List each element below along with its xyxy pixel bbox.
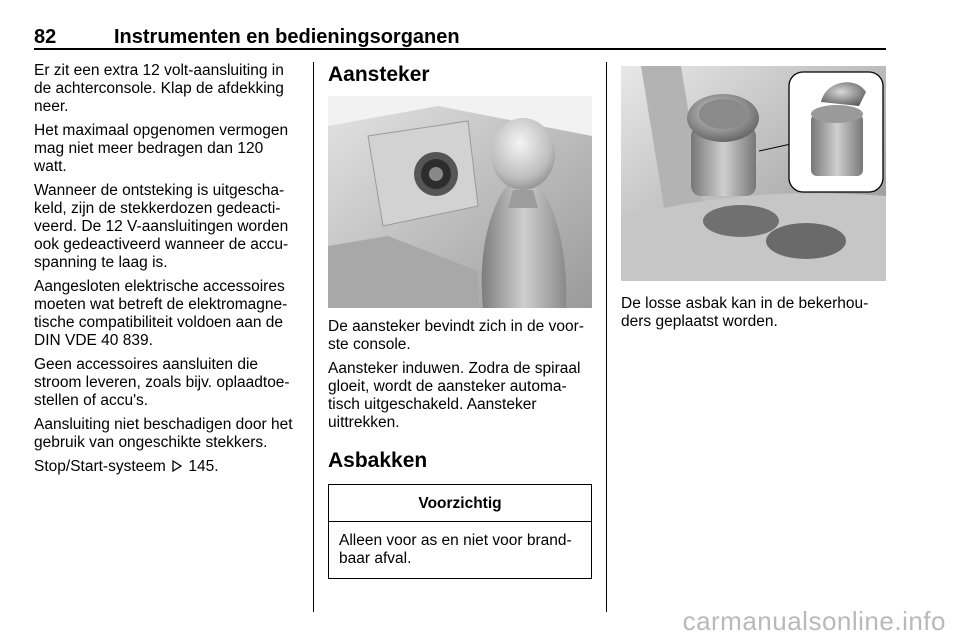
caution-box — [328, 484, 592, 579]
section-heading-asbakken: Asbakken — [328, 449, 428, 472]
column-right — [621, 62, 886, 337]
paragraph: Aangesloten elektrische accessoires moeten wat betreft de elektromagne-tische compatibiliteit voldoen aan de DIN VDE 40 839. — [34, 278, 288, 349]
column-middle — [328, 62, 592, 579]
paragraph: Aansluiting niet beschadigen door het gebruik van ongeschikte stekkers. — [34, 416, 293, 451]
section-heading-aansteker: Aansteker — [328, 63, 430, 86]
arrow-reference-icon — [172, 460, 182, 472]
page-number: 82 — [34, 26, 57, 48]
column-left — [34, 62, 299, 482]
running-title: Instrumenten en bedieningsorganen — [114, 26, 460, 48]
paragraph: Er zit een extra 12 volt-aansluiting in de achterconsole. Klap de afdekking neer. — [34, 62, 284, 115]
cross-reference-page: 145. — [188, 458, 219, 475]
caution-text: Alleen voor as en niet voor brand-baar afval. — [339, 532, 572, 567]
paragraph: Geen accessoires aansluiten die stroom leveren, zoals bijv. oplaadtoe-stellen of accu's. — [34, 356, 290, 409]
paragraph: De aansteker bevindt zich in de voor-ste console. — [328, 318, 584, 353]
figure-caption: De losse asbak kan in de bekerhou-ders geplaatst worden. — [621, 295, 869, 330]
paragraph: Aansteker induwen. Zodra de spiraal gloeit, wordt de aansteker automa-tisch uitgeschakeld. Aansteker uittrekken. — [328, 360, 581, 431]
paragraph: Wanneer de ontsteking is uitgescha-keld, zijn de stekkerdozen gedeacti-veerd. De 12 V-aansluitingen worden ook gedeactiveerd wanneer de accu-spanning te laag is. — [34, 182, 289, 271]
column-divider — [606, 62, 607, 612]
page-header — [34, 16, 886, 50]
paragraph: Het maximaal opgenomen vermogen mag niet meer bedragen dan 120 watt. — [34, 122, 289, 175]
column-divider — [313, 62, 314, 612]
header-rule — [34, 48, 886, 50]
cross-reference[interactable] — [34, 458, 299, 476]
ashtray-in-cupholder-illustration — [621, 66, 886, 281]
cross-reference-text: Stop/Start-systeem — [34, 458, 166, 475]
caution-title: Voorzichtig — [329, 485, 591, 522]
cigarette-lighter-illustration — [328, 96, 592, 308]
watermark: carmanualsonline.info — [682, 606, 946, 636]
